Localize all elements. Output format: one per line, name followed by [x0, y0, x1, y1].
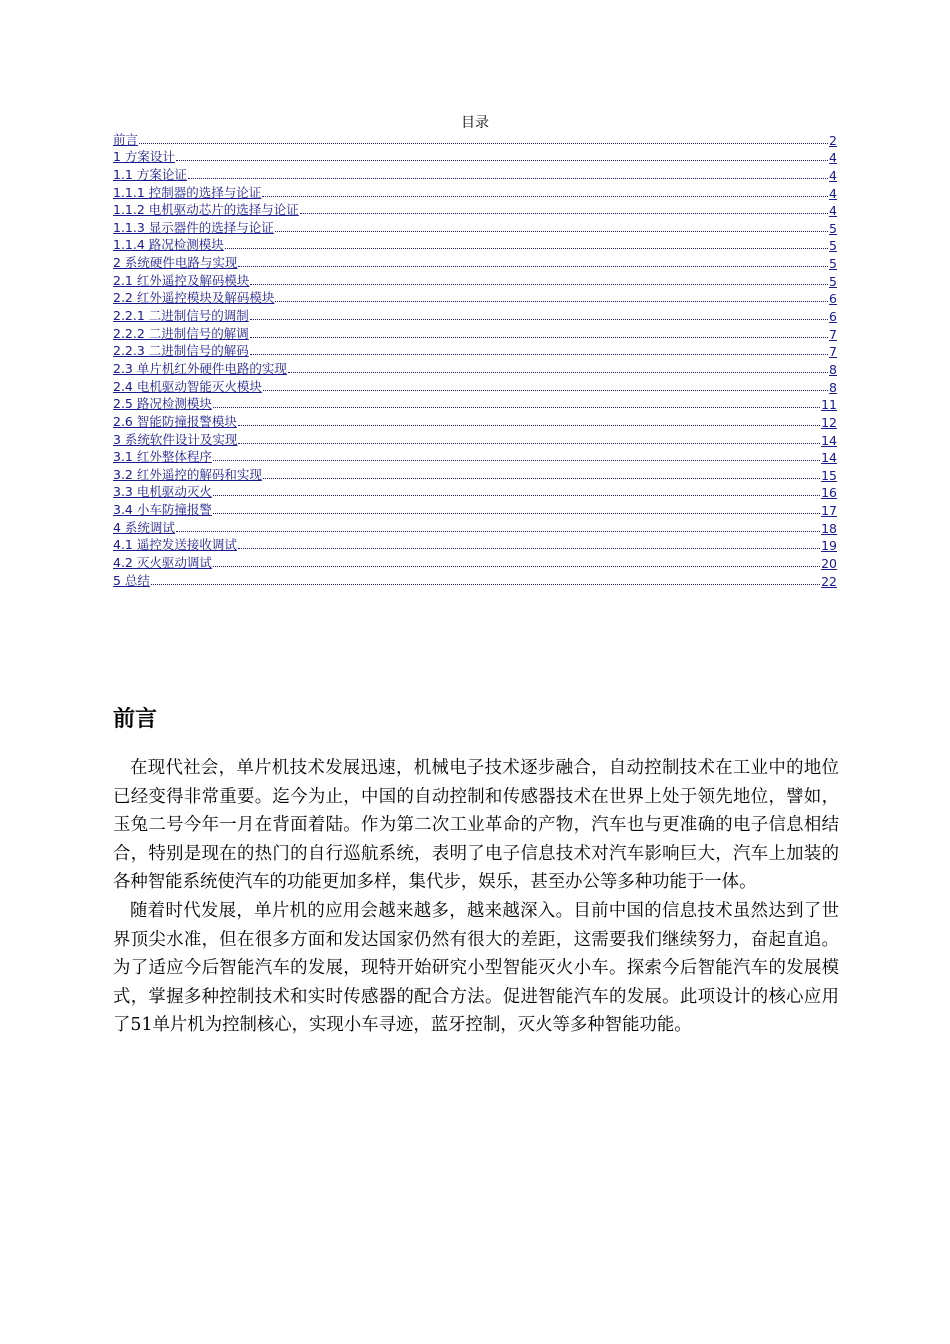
toc-leader-dots [238, 265, 828, 267]
toc-leader-dots [213, 406, 820, 408]
toc-leader-dots [250, 318, 828, 320]
toc-leader-dots [262, 195, 828, 197]
toc-leader-dots [225, 247, 828, 249]
toc-entry-link[interactable] [113, 165, 837, 183]
toc-entry-link[interactable] [113, 218, 837, 236]
toc-entry-page: 14 [821, 432, 837, 448]
toc-entry-label: 3 系统软件设计及实现 [113, 431, 238, 447]
toc-entry-label: 2 系统硬件电路与实现 [113, 255, 238, 271]
toc-entry-label: 3.1 红外整体程序 [113, 449, 212, 465]
toc-entry-link[interactable] [113, 412, 837, 430]
toc-entry-label: 4.2 灭火驱动调试 [113, 555, 212, 571]
toc-leader-dots [238, 424, 820, 426]
toc-entry-link[interactable] [113, 571, 837, 589]
toc-entry-link[interactable] [113, 236, 837, 254]
toc-entry-page: 8 [829, 379, 837, 395]
toc-entry-label: 前言 [113, 131, 139, 147]
toc-title: 目录 [461, 115, 489, 131]
toc-entry-link[interactable] [113, 271, 837, 289]
toc-entry-label: 1.1.1 控制器的选择与论证 [113, 184, 262, 200]
toc-entry-page: 5 [829, 256, 837, 272]
toc-entry-link[interactable] [113, 342, 837, 360]
paragraph: 随着时代发展，单片机的应用会越来越多，越来越深入。目前中国的信息技术虽然达到了世界顶尖水准，但在很多方面和发达国家仍然有很大的差距，这需要我们继续努力，奋起直追。为了适应今后智能汽车的发展，现特开始研究小型智能灭火小车。探索今后智能汽车的发展模式，掌握多种控制技术和实时传感器的配合方法。促进智能汽车的发展。此项设计的核心应用了51单片机为控制核心，实现小车寻迹，蓝牙控制，灭火等多种智能功能。 [113, 900, 839, 1036]
toc-entry-link[interactable] [113, 536, 837, 554]
toc-entry-link[interactable] [113, 306, 837, 324]
toc-entry-label: 3.2 红外遥控的解码和实现 [113, 466, 262, 482]
toc-entry-label: 2.2.2 二进制信号的解调 [113, 325, 249, 341]
toc-entry-page: 15 [821, 467, 837, 483]
paragraph: 在现代社会，单片机技术发展迅速，机械电子技术逐步融合，自动控制技术在工业中的地位已经变得非常重要。迄今为止，中国的自动控制和传感器技术在世界上处于领先地位，譬如，玉兔二号今年一月在背面着陆。作为第二次工业革命的产物，汽车也与更准确的电子信息相结合，特别是现在的热门的自行巡航系统，表明了电子信息技术对汽车影响巨大，汽车上加装的各种智能系统使汽车的功能更加多样，集代步，娱乐，甚至办公等多种功能于一体。 [113, 758, 839, 893]
toc-entry-label: 1.1.2 电机驱动芯片的选择与论证 [113, 202, 299, 218]
toc-leader-dots [213, 512, 820, 514]
toc-entry-link[interactable] [113, 324, 837, 342]
toc-entry-label: 2.3 单片机红外硬件电路的实现 [113, 360, 287, 376]
toc-entry-label: 5 总结 [113, 572, 150, 588]
toc-entry-label: 1.1.4 路况检测模块 [113, 237, 224, 253]
toc-entry-link[interactable] [113, 395, 837, 413]
toc-entry-page: 5 [829, 220, 837, 236]
toc-entry-label: 3.4 小车防撞报警 [113, 502, 212, 518]
toc-leader-dots [275, 230, 828, 232]
toc-entry-label: 1.1.3 显示器件的选择与论证 [113, 219, 274, 235]
table-of-contents [113, 130, 837, 589]
toc-leader-dots [275, 300, 828, 302]
toc-entry-label: 2.4 电机驱动智能灭火模块 [113, 378, 262, 394]
toc-entry-page: 17 [821, 503, 837, 519]
toc-entry-label: 4 系统调试 [113, 519, 175, 535]
toc-leader-dots [238, 547, 820, 549]
toc-leader-dots [188, 177, 828, 179]
toc-entry-link[interactable] [113, 289, 837, 307]
toc-leader-dots [176, 159, 828, 161]
toc-entry-link[interactable] [113, 377, 837, 395]
toc-entry-link[interactable] [113, 500, 837, 518]
toc-entry-page: 7 [829, 326, 837, 342]
toc-entry-label: 1 方案设计 [113, 149, 175, 165]
section-heading: 前言 [113, 707, 158, 732]
toc-leader-dots [213, 459, 820, 461]
toc-entry-label: 1.1 方案论证 [113, 166, 187, 182]
toc-entry-page: 5 [829, 238, 837, 254]
toc-leader-dots [300, 212, 828, 214]
toc-entry-label: 2.6 智能防撞报警模块 [113, 413, 237, 429]
toc-entry-page: 6 [829, 309, 837, 325]
section-body [113, 754, 839, 1040]
toc-entry-page: 20 [821, 556, 837, 572]
toc-entry-link[interactable] [113, 148, 837, 166]
toc-entry-link[interactable] [113, 201, 837, 219]
toc-entry-page: 18 [821, 520, 837, 536]
toc-entry-label: 2.5 路况检测模块 [113, 396, 212, 412]
toc-entry-page: 8 [829, 361, 837, 377]
toc-entry-label: 3.3 电机驱动灭火 [113, 484, 212, 500]
toc-entry-label: 2.2 红外遥控模块及解码模块 [113, 290, 275, 306]
toc-entry-page: 4 [829, 150, 837, 166]
toc-entry-link[interactable] [113, 518, 837, 536]
toc-entry-label: 4.1 遥控发送接收调试 [113, 537, 237, 553]
toc-leader-dots [250, 283, 828, 285]
toc-entry-page: 19 [821, 538, 837, 554]
toc-entry-page: 2 [829, 132, 837, 148]
toc-leader-dots [263, 477, 820, 479]
toc-leader-dots [176, 530, 820, 532]
toc-entry-link[interactable] [113, 430, 837, 448]
toc-entry-page: 7 [829, 344, 837, 360]
toc-leader-dots [288, 371, 828, 373]
toc-leader-dots [213, 494, 820, 496]
toc-entry-link[interactable] [113, 183, 837, 201]
toc-entry-page: 16 [821, 485, 837, 501]
toc-leader-dots [238, 442, 820, 444]
toc-entry-page: 12 [821, 414, 837, 430]
toc-entry-link[interactable] [113, 130, 837, 148]
toc-entry-page: 4 [829, 203, 837, 219]
toc-entry-link[interactable] [113, 465, 837, 483]
toc-entry-page: 6 [829, 291, 837, 307]
toc-entry-link[interactable] [113, 253, 837, 271]
toc-entry-page: 22 [821, 573, 837, 589]
toc-leader-dots [151, 583, 820, 585]
toc-entry-link[interactable] [113, 483, 837, 501]
toc-entry-link[interactable] [113, 359, 837, 377]
toc-leader-dots [250, 353, 828, 355]
toc-entry-page: 5 [829, 273, 837, 289]
toc-leader-dots [213, 565, 820, 567]
toc-entry-label: 2.2.3 二进制信号的解码 [113, 343, 249, 359]
toc-entry-link[interactable] [113, 553, 837, 571]
toc-entry-link[interactable] [113, 448, 837, 466]
toc-entry-page: 4 [829, 185, 837, 201]
toc-entry-page: 11 [821, 397, 837, 413]
toc-leader-dots [250, 336, 828, 338]
toc-entry-page: 4 [829, 167, 837, 183]
toc-entry-label: 2.2.1 二进制信号的调制 [113, 308, 249, 324]
toc-entry-page: 14 [821, 450, 837, 466]
toc-leader-dots [139, 142, 828, 144]
toc-entry-label: 2.1 红外遥控及解码模块 [113, 272, 250, 288]
toc-leader-dots [263, 389, 828, 391]
